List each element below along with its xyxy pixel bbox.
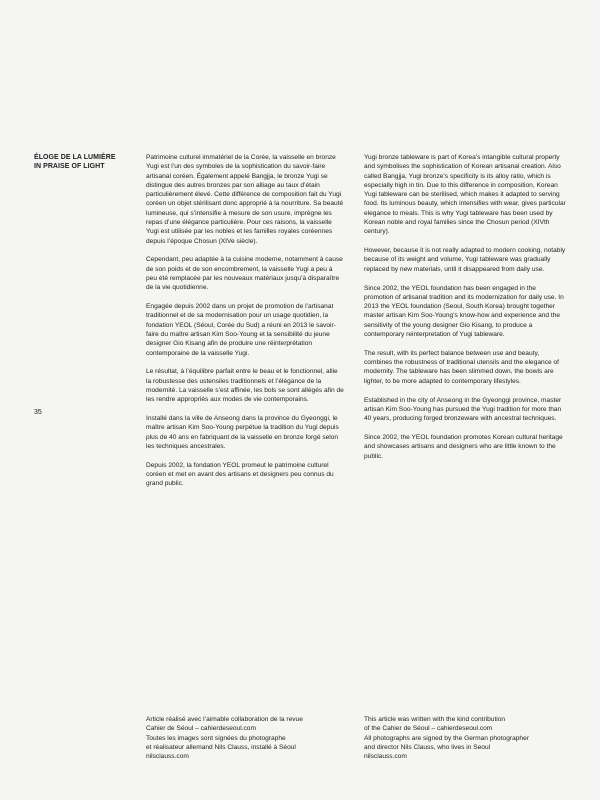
section-heading	[34, 153, 144, 172]
english-paragraph: Since 2002, the YEOL foundation promotes Korean cultural heritage and showcases artisans and designers who are little known to the public.	[364, 433, 563, 460]
page-number: 35	[34, 409, 42, 416]
footer-credits-french	[146, 715, 356, 761]
english-paragraph: Established in the city of Anseong in the Gyeonggi province, master artisan Kim Soo-Young has pursued the Yugi tradition for more than 40 years, producing forged bronzeware with ancestral techniques.	[364, 396, 562, 423]
french-paragraph: Depuis 2002, la fondation YEOL promeut le patrimoine culturel coréen et met en avant des artisans et designers peu connus du grand public.	[146, 461, 334, 488]
english-paragraph: The result, with its perfect balance between use and beauty, combines the robustness of traditional utensils and the elegance of modernity. The tableware has been slimmed down, the bowls are lighter, to be more adapted to contemporary lifestyles.	[364, 349, 560, 385]
heading-english: IN PRAISE OF LIGHT	[34, 163, 105, 171]
english-paragraph: However, because it is not really adapted to modern cooking, notably because of its weight and volume, Yugi tableware was gradually replaced by new materials, until it disappeared from daily use.	[364, 247, 566, 273]
english-paragraph: Since 2002, the YEOL foundation has been engaged in the promotion of artisanal tradition and its modernization for daily use. In 2013 the YEOL foundation (Seoul, South Korea) brought together master artisan Kim Soo-Young’s know-how and experience and the sensitivity of the young designer Gio Kisang, to produce a contemporary reinterpretation of Yugi tableware.	[364, 284, 564, 339]
footer-line: of the Cahier de Séoul – cahierdeseoul.com	[364, 725, 493, 733]
footer-line: Toutes les images sont signées du photographe	[146, 734, 286, 742]
footer-line: et réalisateur allemand Nils Clauss, installé à Séoul	[146, 743, 296, 751]
french-paragraph: Installé dans la ville de Anseong dans la province du Gyeonggi, le maître artisan Kim Soo-Young perpétue la tradition du Yugi depuis plus de 40 ans en fabriquant de la vaisselle en bronze forgé selon les techniques ancestrales.	[146, 415, 339, 451]
footer-credits-english	[364, 715, 574, 761]
french-paragraph: Le résultat, à l’équilibre parfait entre le beau et le fonctionnel, allie la robustesse des ustensiles traditionnels et l’élégance de la modernité. La vaisselle s’est affinée, les bols se sont allégés afin de les rendre appropriés aux modes de vie contemporains.	[146, 368, 344, 404]
footer-link: nilsclauss.com	[364, 753, 407, 761]
english-paragraph: Yugi bronze tableware is part of Korea’s intangible cultural property and symbolises the sophistication of Korean artisanal creation. Also called Bangjja, Yugi bronze’s specificity is its alloy ratio, which is especially high in tin. Due to this difference in composition, Korean Yugi tableware can be sterilised, which makes it adapted to serving food. Its luminous beauty, which intensifies with wear, gives particular elegance to meals. This is why Yugi tableware has been used by Korean noble and royal families since the Chosun period (XIVth century).	[364, 154, 566, 236]
footer-link: nilsclauss.com	[146, 753, 189, 761]
footer-line: All photographs are signed by the German photographer	[364, 734, 529, 742]
footer-line: and director Nils Clauss, who lives in Seoul	[364, 743, 491, 751]
french-paragraph: Cependant, peu adaptée à la cuisine moderne, notamment à cause de son poids et de son encombrement, la vaisselle Yugi a peu à peu été remplacée par les nouveaux matériaux jusqu’à disparaître de la vie quotidienne.	[146, 256, 343, 292]
english-column	[364, 153, 566, 470]
french-column	[146, 153, 344, 498]
heading-french: ÉLOGE DE LA LUMIÈRE	[34, 154, 116, 161]
french-paragraph: Patrimoine culturel immatériel de la Corée, la vaisselle en bronze Yugi est l’un des symboles de la sophistication du savoir-faire artisanal coréen. Également appelé Bangjja, le bronze Yugi se distingue des autres bronzes par son alliage au taux d’étain particulièrement élevé. Cette différence de composition fait du Yugi coréen un objet stérilisant donc approprié à la nourriture. Sa beauté lumineuse, qui s’intensifie à mesure de son usure, imprègne les repas d’une élégance particulière. Pour ces raisons, la vaisselle Yugi est utilisée par les nobles et les familles royales coréennes depuis l’époque Chosun (XIVe siècle).	[146, 154, 344, 245]
footer-line: This article was written with the kind contribution	[364, 716, 506, 723]
footer-line: Cahier de Séoul – cahierdeseoul.com	[146, 725, 256, 733]
french-paragraph: Engagée depuis 2002 dans un projet de promotion de l’artisanat traditionnel et de sa modernisation pour un usage quotidien, la fondation YEOL (Séoul, Corée du Sud) a réuni en 2013 le savoir-faire du maître artisan Kim Soo-Young et la sensibilité du jeune designer Gio Kisang afin de produire une réinterprétation contemporaine de la vaisselle Yugi.	[146, 303, 336, 357]
footer-line: Article réalisé avec l’aimable collaboration de la revue	[146, 716, 303, 723]
